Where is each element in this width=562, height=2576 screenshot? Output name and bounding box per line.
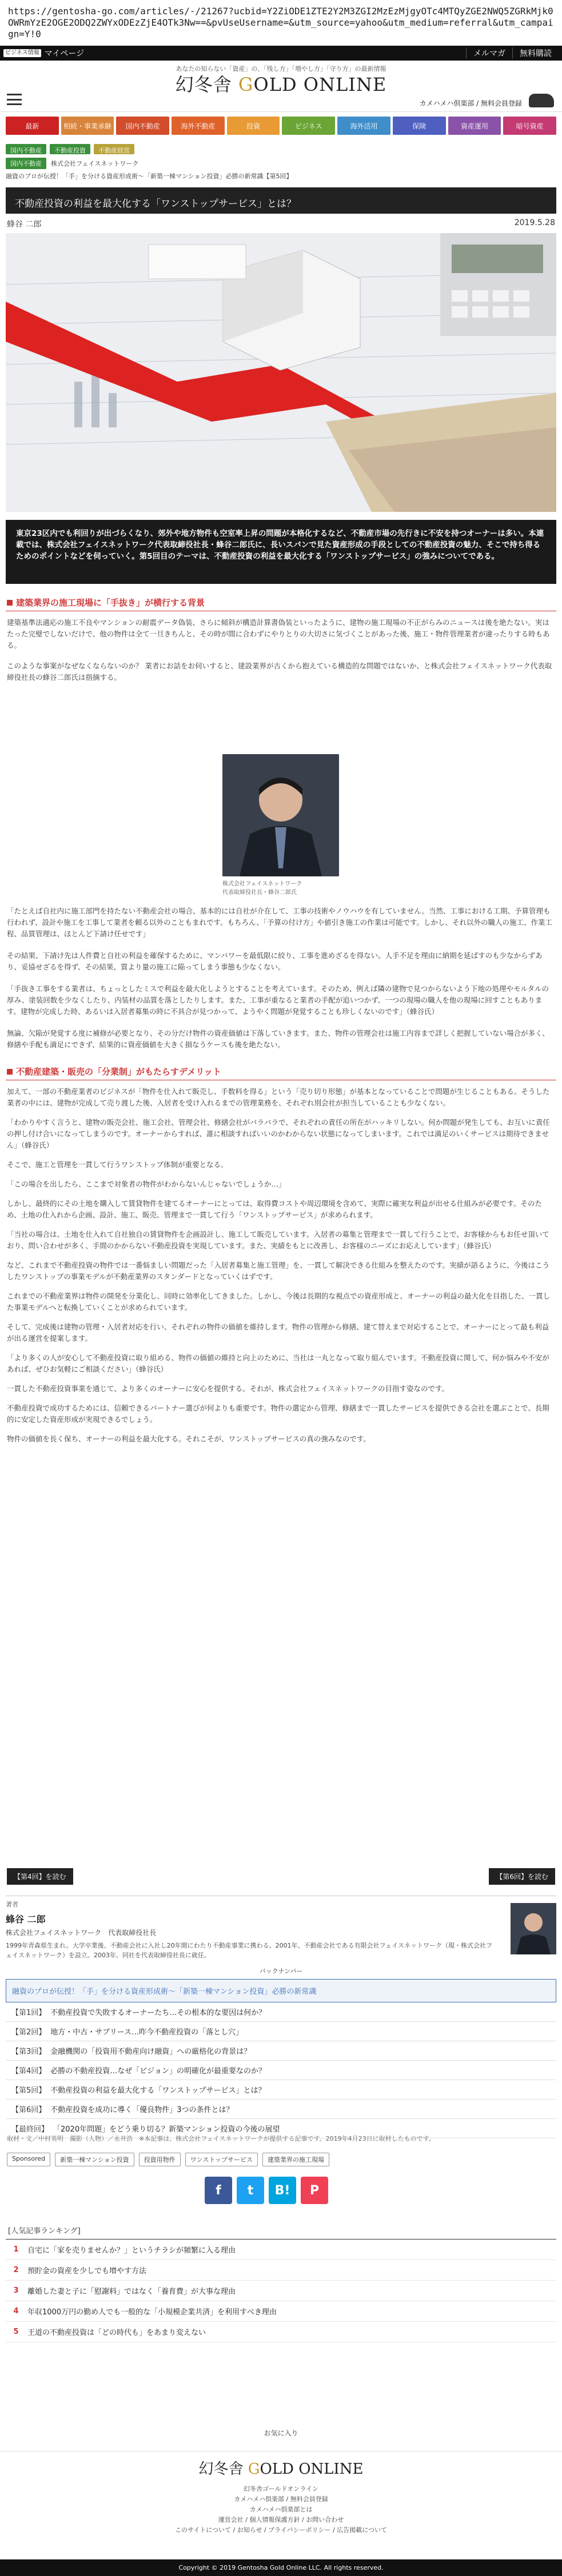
paragraph: 不動産投資で成功するためには、信頼できるパートナー選びが何よりも重要です。物件の選定から管理、修繕まで一貫したサービスを提供できる会社を選ぶことで、長期的に安定した資産形成が実現できるでしょう。 (7, 1404, 549, 1424)
keyword-chip[interactable]: ワンストップサービス (185, 2153, 258, 2166)
paragraph: そこで、施工と管理を一貫して行うワンストップ体制が重要となる。 (7, 1160, 228, 1169)
article-tag[interactable]: 不動産経営 (94, 144, 134, 154)
episode-title[interactable]: 地方・中古・サブリース…昨今不動産投資の「落とし穴」 (50, 2028, 244, 2037)
status-badge: ビジネス情報 (3, 49, 41, 57)
ranking-title[interactable]: 王道の不動産投資は「どの時代も」をあまり変えない (27, 2329, 206, 2337)
paragraph: 「この場合を出したら、ここまで対象者の物件がわからないんじゃないでしょうか…」 (7, 1180, 286, 1188)
login-link[interactable]: カメハメハ倶楽部 / 無料会員登録 (419, 99, 522, 107)
category-tag[interactable]: 国内不動産 (6, 158, 46, 169)
ranking-title[interactable]: 自宅に「家を売りませんか？」というチラシが頻繁に入る理由 (27, 2246, 236, 2255)
paragraph: 無論、欠陥が発覚する度に補修が必要となり、その分だけ物件の資産価値は下落していきます。また、物件の管理会社は施工内容まで詳しく把握していない場合が多く、修繕や手配も満足にできず、結果的に資産価値を大きく損なうケースも後を絶たない。 (7, 1029, 549, 1049)
nav-item-3[interactable]: 海外不動産 (172, 117, 225, 135)
footer-link[interactable]: カメハメハ倶楽部とは (249, 2506, 313, 2513)
ranking-item[interactable] (6, 2260, 556, 2281)
episode-number: 【第3回】 (11, 2048, 46, 2056)
ranking-item[interactable] (6, 2322, 556, 2342)
rank-number: 2 (13, 2266, 19, 2274)
ranking-title[interactable]: 預貯金の資産を少しでも増やす方法 (27, 2267, 147, 2275)
status-bar (0, 46, 562, 61)
quote: 「手抜き工事をする業者は、ちょっとしたミスで利益を最大化しようとすることを考えています。そのため、例えば隣の建物で見つからないよう下地の処理やモルタルの厚み、塗装回数を少なくしたり、内装材の品質を落としたりします。また、工事が重なると業者の手配が追いつかず、一つの現場の職人を他の現場に回すこともあります。建物が完成した時、あるいは入居者募集の時に不具合が見つかって、ようやく問題が発覚することも珍しくないのです」（蜂谷氏） (7, 984, 549, 1016)
ranking-section (6, 2221, 556, 2342)
backnumber-item[interactable] (6, 2061, 556, 2080)
episode-number: 【第4回】 (11, 2067, 46, 2076)
site-logo[interactable] (176, 65, 387, 95)
episode-title[interactable]: 不動産投資を成功に導く「優良物件」3つの条件とは？ (50, 2106, 234, 2114)
paragraph: 建築基準法適応の施工不良やマンションの耐震データ偽装、さらに傾斜が構造計算書偽装といったように、建物の施工現場の不正がらみのニュースは後を絶たない。実はたった完璧でしないだけで、他の物件は全て一旦きちんと、その時が間に合わずにやりとりの大切さに気づくことがあった後、施工・物件管理業者が違ったりする時もある。 (7, 618, 550, 650)
author-name: 蜂谷 二郎 (7, 220, 42, 229)
episode-title[interactable]: 不動産投資で失敗するオーナーたち…その根本的な要因は何か？ (50, 2009, 266, 2017)
keyword-chip[interactable]: 新築一棟マンション投資 (55, 2153, 134, 2166)
favorites-link[interactable]: お気に入り (264, 2429, 298, 2437)
nav-item-4[interactable]: 投資 (227, 117, 280, 135)
facebook-share-icon[interactable]: f (205, 2177, 232, 2204)
paragraph: 一貫した不動産投資事業を通じて、より多くのオーナーに安心を提供する。それが、株式会社フェイスネットワークの目指す姿なのです。 (7, 1384, 449, 1393)
nav-item-1[interactable]: 相続・事業承継 (61, 117, 114, 135)
nav-item-9[interactable]: 暗号資産 (503, 117, 556, 135)
paragraph: 加えて、一部の不動産業者のビジネスが「物件を仕入れて販売し、手数料を得る」という「売り切り形態」が基本となっていることで問題が生じることもある。そうした業者の中には、建物が完成して売り渡した後、入居者を受け入れるまでの管理業務を、それぞれ別会社が担当していることも少なくない。 (7, 1087, 550, 1107)
footer-link[interactable]: カメハメハ倶楽部 / 無料会員登録 (234, 2495, 328, 2503)
episode-number: 【最終回】 (11, 2125, 49, 2134)
article-body (0, 594, 562, 683)
rank-number: 5 (13, 2327, 19, 2336)
nav-item-0[interactable]: 最新 (6, 117, 59, 135)
nav-item-2[interactable]: 国内不動産 (116, 117, 169, 135)
author-box-company: 株式会社フェイスネットワーク 代表取締役社長 (6, 1929, 157, 1937)
nav-item-6[interactable]: 海外活用 (337, 117, 390, 135)
my-page-link[interactable]: マイページ (44, 49, 85, 58)
photo-caption: 株式会社フェイスネットワーク 代表取締役社長・蜂谷二郎氏 (222, 881, 302, 896)
quote: 「たとえば自社内に施工部門を持たない不動産会社の場合、基本的には自社が介在して、工事の技術やノウハウを有していません。当然、工事における工期、予算管理も行われず、設計や施工を工事して業者を頼る以外のこともまれです。もちろん、「予算の付け方」や値引き施工の作業は可能です。しかし、それ以外の職人の施工、作業工程、品質管理は、ほとんど下請け任せです」 (7, 907, 553, 938)
footer (0, 2451, 562, 2576)
paragraph: このような事案がなぜなくならないのか？ 業者にお話をお伺いすると、建設業界が古くから抱えている構造的な問題ではないか、と株式会社フェイスネットワーク代表取締役社長の蜂谷二郎氏は指摘する。 (7, 662, 552, 682)
breadcrumb[interactable]: 融資のプロが伝授！「手」を分ける資産形成術〜「新築一棟マンション投資」必勝の新常識【第5回】 (6, 173, 293, 180)
ranking-item[interactable] (6, 2301, 556, 2322)
prev-article-button[interactable]: 【第4回】を読む (7, 1868, 73, 1885)
backnumber-list (6, 1963, 556, 2138)
rank-number: 1 (13, 2245, 19, 2254)
article-tag[interactable]: 不動産投資 (50, 144, 90, 154)
episode-number: 【第2回】 (11, 2028, 46, 2037)
footer-link[interactable]: 幻冬舎ゴールドオンライン (243, 2485, 319, 2493)
car-icon (529, 94, 554, 107)
paragraph: しかし、最終的にその土地を購入して賃貸物件を建てるオーナーにとっては、取得費コストや周辺環境を含めて、実際に確実な利益が出せる仕組みが必要です。そのため、土地の仕入れから企画、設計、施工、販売、管理まで一貫して行う「ワンストップサービス」が求められます。 (7, 1199, 543, 1219)
backnumber-heading: バックナンバー (259, 1968, 303, 1975)
tag-chips (7, 2153, 329, 2166)
section-heading-1: 建築業界の施工現場に「手抜き」が横行する背景 (6, 594, 556, 611)
paragraph: 「わかりやすく言うと、建物の販売会社、施工会社、管理会社、修繕会社がバラバラで、それぞれの責任の所在がハッキリしない。何か問題が発生しても、お互いに責任の押し付け合いになってしまうのです。オーナーからすれば、誰に相談すればいいのかわからない状態になってしまいます。これでは満足のいくサービスは期待できません」（蜂谷氏） (7, 1118, 550, 1149)
episode-number: 【第5回】 (11, 2086, 46, 2095)
series-title-link[interactable]: 融資のプロが伝授！「手」を分ける資産形成術〜「新築一棟マンション投資」必勝の新常識 (6, 1979, 556, 2002)
paragraph: 「当社の場合は、土地を仕入れて自社独自の賃貸物件を企画設計し、施工して販売しています。入居者の募集と管理まで一貫して行うことで、お客様からもお任せ頂いており、問い合わせが多く、手間のかからない不動産投資を実現しています。また、実績をもとに改善し、お客様のニーズにお応えしています」（蜂谷氏） (7, 1230, 549, 1250)
paragraph: そして、完成後は建物の管理・入居者対応を行い、それぞれの物件の価値を維持します。物件の管理から修繕、建て替えまで対応することで、オーナーにとって最も利益が出る運営を提案します。 (7, 1323, 549, 1343)
nav-item-7[interactable]: 保険 (393, 117, 446, 135)
keyword-chip[interactable]: Sponsored (7, 2153, 50, 2166)
backnumber-item[interactable] (6, 2100, 556, 2119)
episode-number: 【第1回】 (11, 2009, 46, 2017)
footer-logo[interactable]: 幻冬舎 GOLD ONLINE (198, 2461, 364, 2478)
paragraph: 「より多くの人が安心して不動産投資に取り組める、物件の価値の維持と向上のために、当社は一丸となって取り組んでいます。不動産投資に関して、何か悩みや不安があれば、ぜひお気軽にご相談ください」（蜂谷氏） (7, 1353, 549, 1373)
menu-icon[interactable] (7, 94, 22, 105)
paragraph: 物件の価値を長く保ち、オーナーの利益を最大化する。それこそが、ワンストップサービスの真の強みなのです。 (7, 1435, 370, 1443)
episode-title[interactable]: 「2020年問題」をどう乗り切る？新築マンション投資の今後の展望 (53, 2125, 280, 2134)
pocket-share-icon[interactable]: P (301, 2177, 328, 2204)
article-lead: 東京23区内でも利回りが出づらくなり、郊外や地方物件も空室率上昇の問題が本格化するなど、不動産市場の先行きに不安を持つオーナーは多い。本連載では、株式会社フェイスネットワーク代表取締役社長・蜂谷二郎氏に、長いスパンで見た資産形成の手段としての不動産投資の魅力、そこで持ち得るためのポイントなどを伺っていく。第5回目のテーマは、不動産投資の利益を最大化する「ワンストップサービス」の強みについてである。 (6, 520, 556, 584)
hatena-share-icon[interactable]: B! (269, 2177, 296, 2204)
byline (0, 214, 562, 233)
paragraph: など、これまで不動産投資の物件では一番悩ましい問題だった「入居者募集と施工管理」を、一貫して解決できる仕組みを整えたのです。実績が語るように、今後はこうしたワンストップの事業モデルが不動産業界のスタンダードとなっていくはずです。 (7, 1261, 550, 1281)
sponsor-row (0, 157, 562, 170)
ranking-item[interactable] (6, 2240, 556, 2260)
twitter-share-icon[interactable]: t (237, 2177, 264, 2204)
section-heading-2: 不動産建築・販売の「分業制」がもたらすデメリット (6, 1063, 556, 1080)
logo-wordmark: 幻冬舎 GOLD ONLINE (175, 74, 387, 95)
next-article-button[interactable]: 【第6回】を読む (489, 1868, 555, 1885)
author-portrait (222, 754, 339, 876)
nav-item-5[interactable]: ビジネス (282, 117, 335, 135)
keyword-chip[interactable]: 投資用物件 (139, 2153, 181, 2166)
episode-title[interactable]: 不動産投資の利益を最大化する「ワンストップサービス」とは？ (50, 2086, 266, 2095)
url-bar[interactable]: https://gentosha-go.com/articles/-/21267?ucbid=Y2ZiODE1ZTE2Y2M3ZGI2MzEzMjgyOTc4MTQyZGE2NWQ5ZGRkMjk0OWRmYzE2OGE2ODQ2ZWYxODEzZjE4OTk3Nw==&pvUseUsername=&utm_source=yahoo&utm_medium=referral&utm_campaign=Y!0 (0, 0, 562, 46)
episode-title[interactable]: 必勝の不動産投資…なぜ「ビジョン」の明確化が最重要なのか？ (50, 2067, 266, 2076)
site-tagline: あなたの知らない「資産」の、「残し方」「増やし方」「守り方」の最新情報 (176, 65, 386, 73)
footer-link[interactable]: 運営会社 / 個人情報保護方針 / お問い合わせ (218, 2516, 344, 2523)
author-box (6, 1896, 556, 1959)
backnumber-item[interactable] (6, 2022, 556, 2041)
masthead (0, 61, 562, 112)
episode-title[interactable]: 金融機関の「投資用不動産向け融資」への厳格化の背景は？ (50, 2048, 252, 2056)
copyright: Copyright © 2019 Gentosha Gold Online LLC. All rights reserved. (0, 2559, 562, 2576)
author-thumbnail (511, 1903, 556, 1954)
rank-number: 4 (13, 2307, 19, 2315)
tag-row (0, 142, 562, 157)
ranking-title[interactable]: 離婚した妻と子に「慰謝料」ではなく「養育費」が大事な理由 (27, 2287, 236, 2296)
ranking-heading: [人気記事ランキング] (6, 2221, 556, 2240)
episode-number: 【第6回】 (11, 2106, 46, 2114)
rank-number: 3 (13, 2286, 19, 2295)
ranking-item[interactable] (6, 2281, 556, 2301)
hero-image (6, 233, 556, 512)
paragraph: これまでの不動産業界は物件の開発を分業化し、同時に効率化してきました。しかし、今後は長期的な視点での資産形成と、オーナーの利益の最大化を目指した、一貫した事業モデルへと転換していくことが求められています。 (7, 1292, 551, 1312)
backnumber-item[interactable] (6, 2002, 556, 2022)
footer-link[interactable]: このサイトについて / お知らせ / プライバシーポリシー / 広告掲載について (174, 2526, 387, 2534)
article-title: 不動産投資の利益を最大化する「ワンストップサービス」とは？ (6, 187, 556, 214)
paragraph: その結果、下請け先は人件費と自社の利益を確保するために、マンパワーを最低限に絞り、工事を進めざるを得ない。人手不足を理由に納期を延ばすのも少なからずあり、妥協せざるを得ず、その結果、質より量の施工に陥ってしまう事態も少なくない。 (7, 951, 543, 971)
article-credit: 取材・文／中村英明 撮影（人物）／永井浩 ※本記事は、株式会社フェイスネットワークが提供する記事です。2019年4月23日に取材したものです。 (7, 2135, 435, 2142)
author-box-label: 著者 (6, 1901, 18, 1908)
author-box-bio: 1999年青森県生まれ。大学卒業後、不動産会社に入社し20年間にわたり不動産事業に携わる。2001年、不動産会社である有限会社フェイスネットワーク（現・株式会社フェイスネットワーク）を設立。2003年、同社を代表取締役社長に就任。 (6, 1942, 492, 1959)
author-box-name[interactable]: 蜂谷 二郎 (6, 1914, 46, 1925)
keyword-chip[interactable]: 建築業界の施工現場 (262, 2153, 329, 2166)
nav-item-8[interactable]: 資産運用 (448, 117, 501, 135)
sponsor-name: 株式会社フェイスネットワーク (51, 160, 139, 167)
article-tag[interactable]: 国内不動産 (6, 144, 46, 154)
publish-date: 2019.5.28 (514, 218, 555, 227)
newsletter-link[interactable]: メルマガ (466, 47, 512, 59)
free-subscription-link[interactable]: 無料購読 (512, 47, 559, 59)
backnumber-item[interactable] (6, 2041, 556, 2061)
category-nav (0, 112, 562, 139)
backnumber-item[interactable] (6, 2080, 556, 2100)
ranking-title[interactable]: 年収1000万円の勤め人でも一般的な「小規模企業共済」を利用すべき理由 (27, 2308, 277, 2317)
article-body-2 (0, 906, 562, 1445)
